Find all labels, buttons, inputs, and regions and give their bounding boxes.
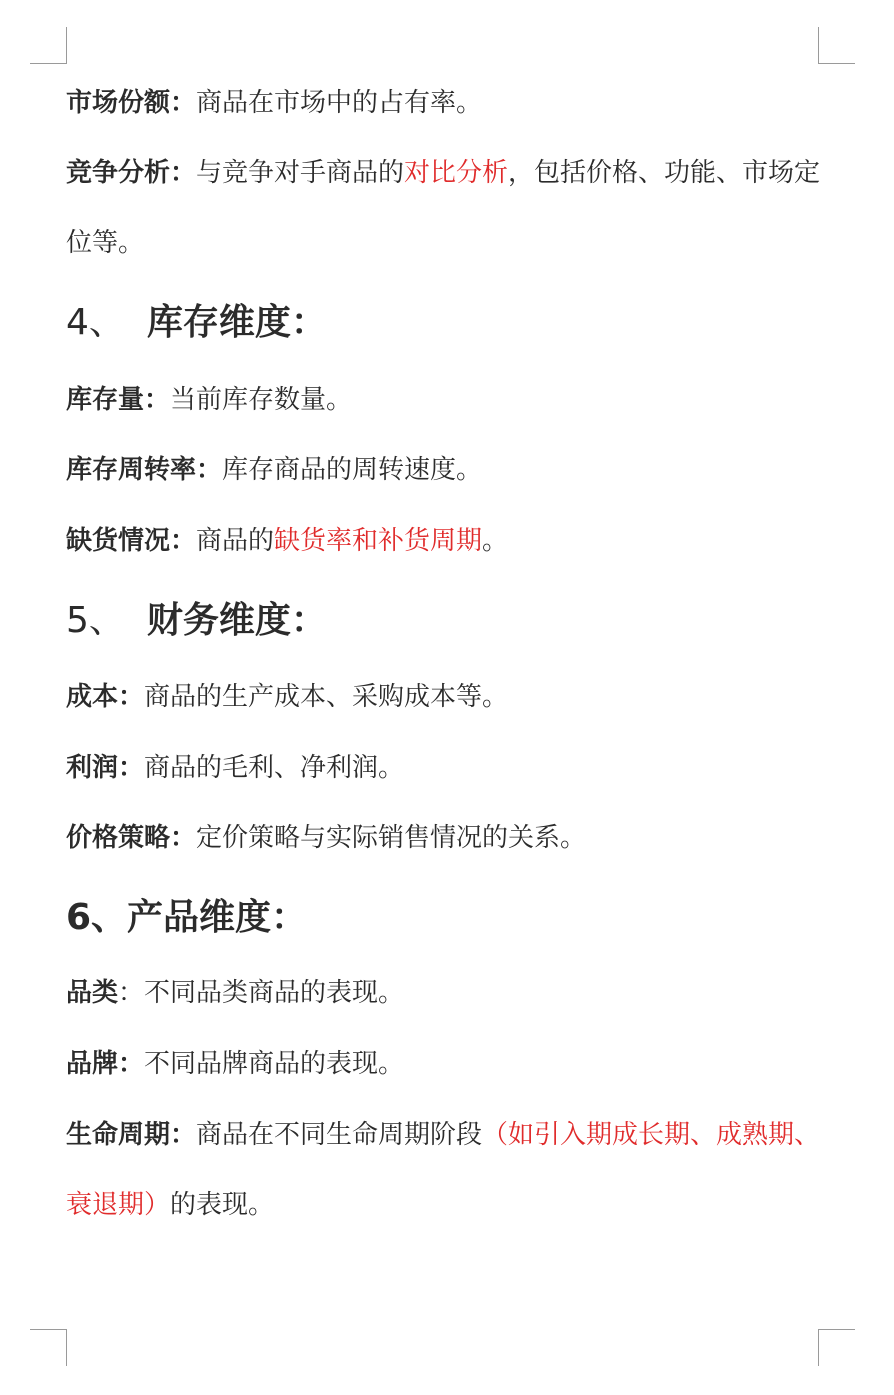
lifecycle-text-b: 的表现。 (170, 1190, 275, 1220)
competition-term: 竞争分析： (66, 158, 197, 188)
page-corner-mark-bottom-left (30, 1329, 67, 1366)
lifecycle-term: 生命周期： (66, 1120, 197, 1150)
pricing-term: 价格策略： (66, 823, 197, 853)
heading-product-title: 6、产品维度： (66, 897, 308, 938)
competition-line (66, 138, 836, 278)
cost-text: 商品的生产成本、采购成本等。 (144, 682, 509, 712)
market-share-text: 商品在市场中的占有率。 (196, 88, 483, 118)
competition-highlight: 对比分析 (404, 158, 509, 188)
shortage-term: 缺货情况： (66, 526, 197, 556)
heading-finance-number: 5、 (66, 600, 125, 641)
lifecycle-line (66, 1100, 836, 1240)
lifecycle-highlight: （如引入期成长期、成熟期、衰退期） (66, 1120, 821, 1220)
shortage-highlight: 缺货率和补货周期 (274, 526, 483, 556)
stock-turnover-line (66, 435, 836, 505)
category-line (66, 958, 836, 1028)
shortage-line (66, 506, 836, 576)
cost-term: 成本： (66, 682, 145, 712)
cost-line (66, 662, 836, 732)
profit-term: 利润： (66, 753, 145, 783)
category-text: 不同品类商品的表现。 (144, 978, 405, 1008)
heading-inventory-number: 4、 (66, 302, 125, 343)
brand-text: 不同品牌商品的表现。 (144, 1049, 405, 1079)
profit-line (66, 733, 836, 803)
market-share-line (66, 68, 836, 138)
page-corner-mark-bottom-right (818, 1329, 855, 1366)
shortage-text-a: 商品的 (196, 526, 275, 556)
page-corner-mark-top-right (818, 27, 855, 64)
category-sep: ： (118, 978, 145, 1008)
heading-finance (66, 596, 327, 646)
heading-product (66, 893, 307, 943)
brand-line (66, 1029, 836, 1099)
competition-text-b: ，包括价格、功能、市场定位等。 (66, 158, 821, 258)
competition-text-a: 与竞争对手商品的 (196, 158, 405, 188)
brand-term: 品牌： (66, 1049, 145, 1079)
heading-inventory-title: 库存维度： (146, 302, 327, 343)
shortage-text-b: 。 (482, 526, 509, 556)
heading-finance-title: 财务维度： (146, 600, 327, 641)
heading-inventory (66, 298, 327, 348)
stock-qty-line (66, 365, 836, 435)
category-term: 品类 (66, 978, 119, 1008)
lifecycle-text-a: 商品在不同生命周期阶段 (196, 1120, 483, 1150)
stock-turnover-term: 库存周转率： (66, 455, 223, 485)
page-corner-mark-top-left (30, 27, 67, 64)
stock-turnover-text: 库存商品的周转速度。 (222, 455, 483, 485)
pricing-line (66, 803, 836, 873)
stock-qty-text: 当前库存数量。 (170, 385, 353, 415)
stock-qty-term: 库存量： (66, 385, 171, 415)
profit-text: 商品的毛利、净利润。 (144, 753, 405, 783)
market-share-term: 市场份额： (66, 88, 197, 118)
pricing-text: 定价策略与实际销售情况的关系。 (196, 823, 587, 853)
